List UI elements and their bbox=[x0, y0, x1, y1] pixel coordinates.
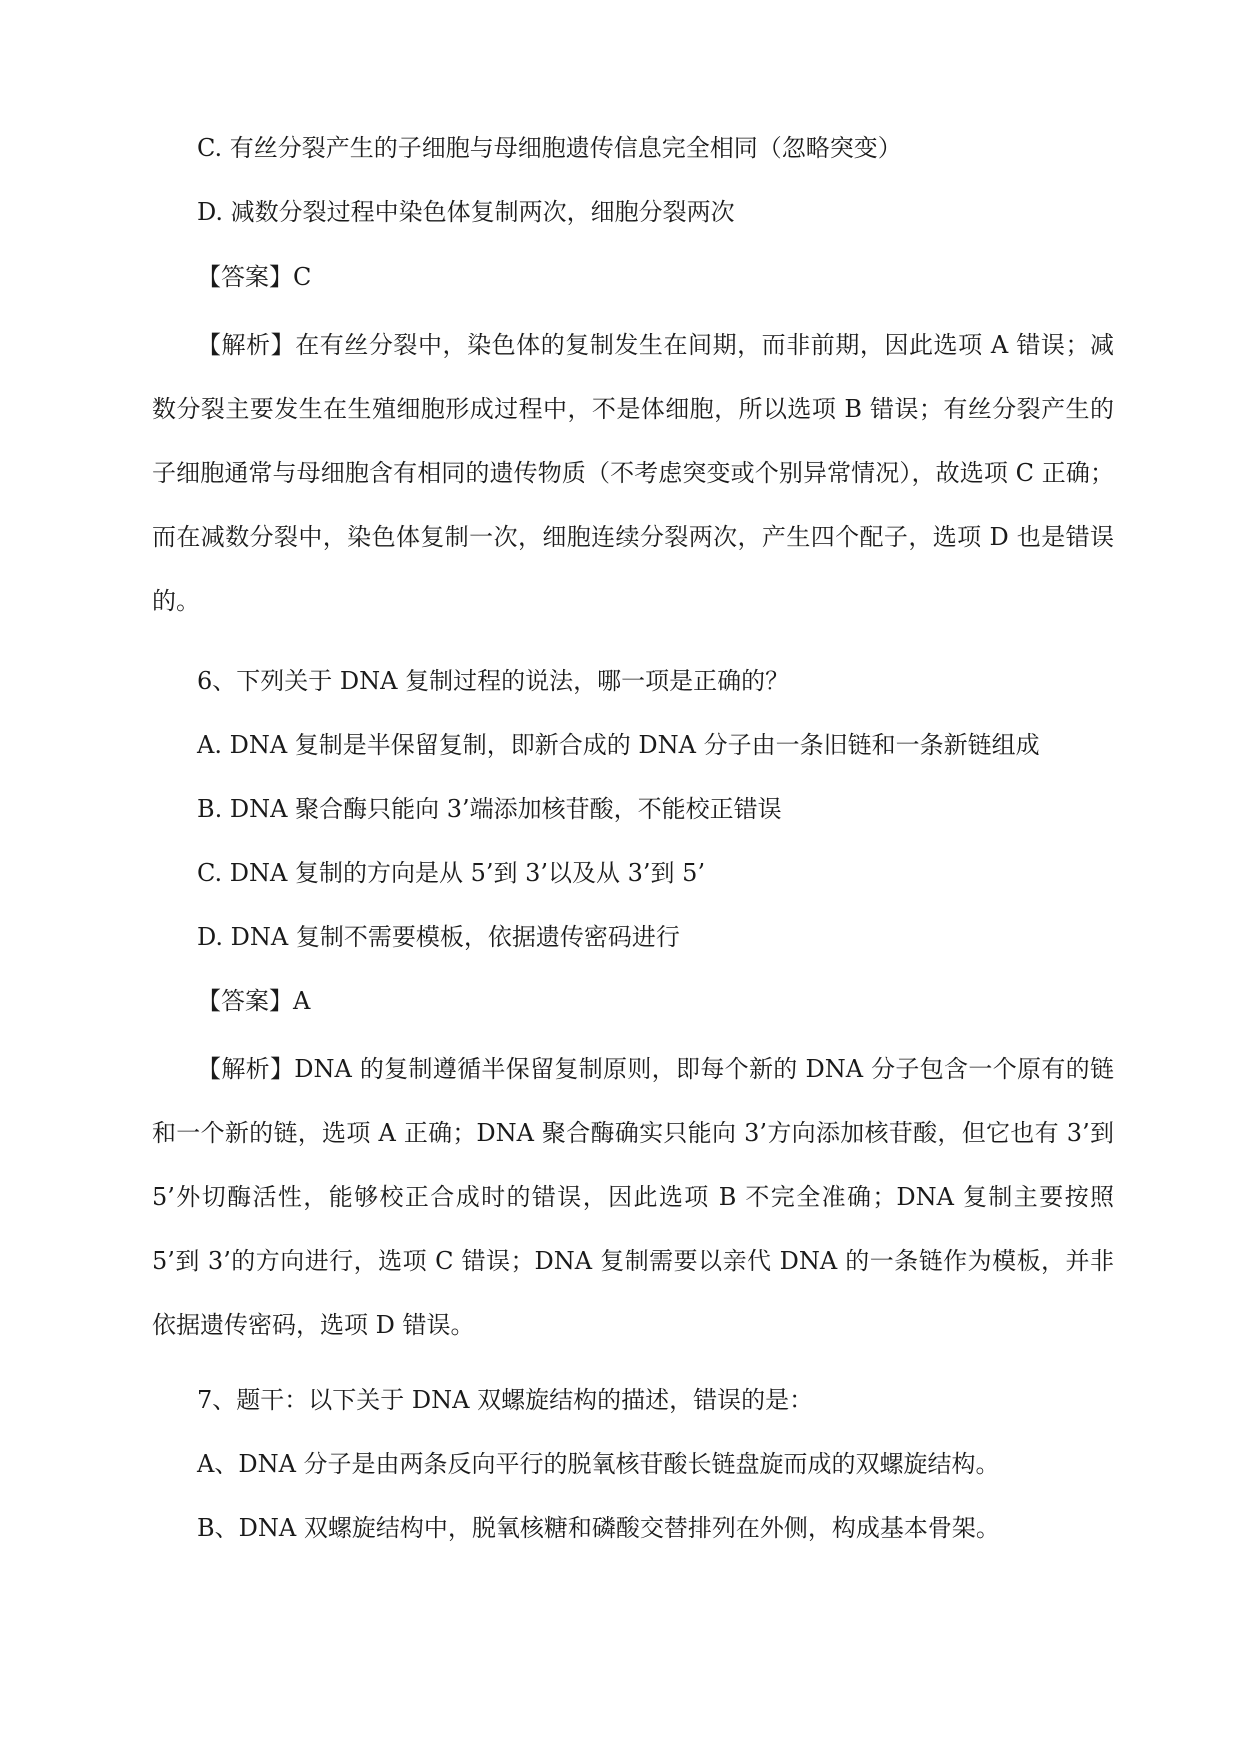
q7-option-a: A、DNA 分子是由两条反向平行的脱氧核苷酸长链盘旋而成的双螺旋结构。 bbox=[197, 1450, 1000, 1478]
q6-analysis: 【解析】DNA 的复制遵循半保留复制原则，即每个新的 DNA 分子包含一个原有的链和一个新的链，选项 A 正确；DNA 聚合酶确实只能向 3’方向添加核苷酸，但它也有 3’到 5’外切酶活性，能够校正合成时的错误，因此选项 B 不完全准确；DNA 复制主要按照 5’到 3’的方向进行，选项 C 错误；DNA 复制需要以亲代 DNA 的一条链作为模板，并非依据遗传密码，选项 D 错误。 bbox=[152, 1055, 1114, 1339]
q6-option-b: B. DNA 聚合酶只能向 3’端添加核苷酸，不能校正错误 bbox=[197, 795, 782, 823]
q5-analysis: 【解析】在有丝分裂中，染色体的复制发生在间期，而非前期，因此选项 A 错误；减数分裂主要发生在生殖细胞形成过程中，不是体细胞，所以选项 B 错误；有丝分裂产生的子细胞通常与母细胞含有相同的遗传物质（不考虑突变或个别异常情况），故选项 C 正确；而在减数分裂中，染色体复制一次，细胞连续分裂两次，产生四个配子，选项 D 也是错误的。 bbox=[152, 331, 1114, 615]
q5-answer: 【答案】C bbox=[197, 263, 312, 291]
q6-question: 6、下列关于 DNA 复制过程的说法，哪一项是正确的？ bbox=[197, 667, 790, 695]
q7-question: 7、题干：以下关于 DNA 双螺旋结构的描述，错误的是： bbox=[197, 1386, 814, 1414]
q6-option-a: A. DNA 复制是半保留复制，即新合成的 DNA 分子由一条旧链和一条新链组成 bbox=[197, 731, 1040, 759]
q5-option-d: D. 减数分裂过程中染色体复制两次，细胞分裂两次 bbox=[197, 198, 735, 226]
q7-option-b: B、DNA 双螺旋结构中，脱氧核糖和磷酸交替排列在外侧，构成基本骨架。 bbox=[197, 1514, 1000, 1542]
q5-option-c: C. 有丝分裂产生的子细胞与母细胞遗传信息完全相同（忽略突变） bbox=[197, 134, 902, 162]
q6-option-c: C. DNA 复制的方向是从 5’到 3’以及从 3’到 5’ bbox=[197, 859, 706, 887]
q6-answer: 【答案】A bbox=[197, 987, 311, 1015]
q6-option-d: D. DNA 复制不需要模板，依据遗传密码进行 bbox=[197, 923, 680, 951]
